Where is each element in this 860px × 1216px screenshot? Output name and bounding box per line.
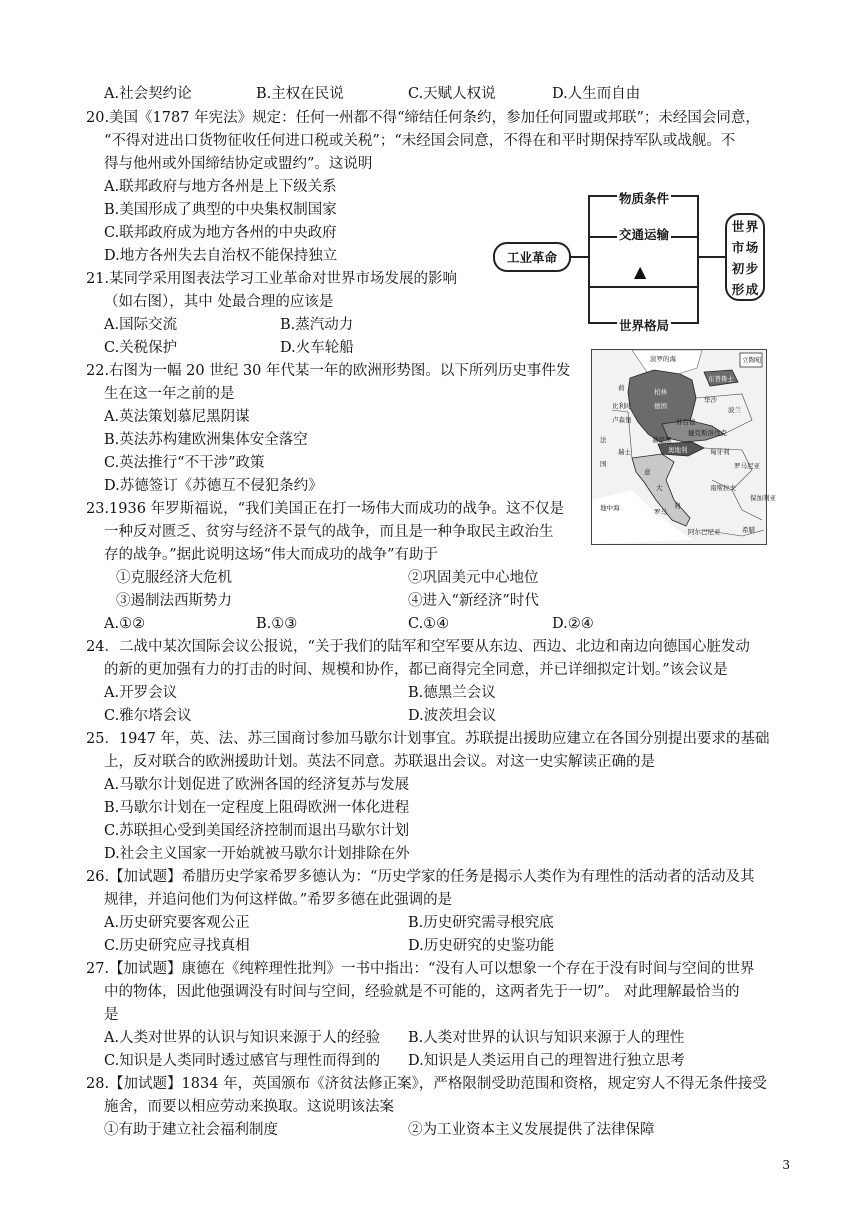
q20-stem-line-2: “不得对进出口货物征收任何进口税或关税”；“未经国会同意，不得在和平时期保持军队或战舰。不 [104,133,736,149]
q24-stem-line-2: 的新的更加强有力的打击的时间、规模和协作，都已商得完全同意，并已详细拟定计划。”该会议是 [104,662,728,678]
map-label-warsaw: 华沙 [704,396,717,404]
q20-stem-line-1: 20.美国《1787 年宪法》规定：任何一州都不得“缔结任何条约，参加任何同盟或邦联”；未经国会同意， [86,110,760,126]
diagram-blank-triangle: ▲ [634,262,647,281]
q28-stem-line-2: 施舍，而要以相应劳动来换取。这说明该法案 [104,1099,394,1115]
q19-option-c: C.天赋人权说 [408,86,496,102]
q27-stem-line-2: 中的物体，因此他强调没有时间与空间，经验就是不可能的，这两者先于一切”。 对此理解最恰当的 [104,984,740,1000]
q25-stem-line-1: 25．1947 年，英、法、苏三国商讨参加马歇尔计划事宜。苏联提出援助应建立在各国分别提出要求的基础 [86,731,770,747]
q25-option-d: D.社会主义国家一开始就被马歇尔计划排除在外 [104,846,410,862]
map-label-hungary: 匈牙利 [710,448,730,456]
diagram-left-bracket [588,195,590,323]
map-label-romania: 罗马尼亚 [734,462,760,470]
q23-option-c: C.①④ [408,616,450,632]
q24-stem-line-1: 24．二战中某次国际会议公报说，“关于我们的陆军和空军要从东边、西边、北边和南边向德国心脏发动 [86,639,750,655]
map-label-greece: 希腊 [742,526,755,534]
map-label-belgium: 比利时 [612,402,632,410]
map-label-rome: 罗马 [654,508,667,516]
diagram-result-box [725,213,765,301]
q20-option-c: C.联邦政府成为地方各州的中央政府 [104,225,337,241]
q21-option-d: D.火车轮船 [280,340,354,356]
q28-item-2: ②为工业资本主义发展提供了法律保障 [408,1122,655,1138]
q19-option-b: B.主权在民说 [256,86,344,102]
map-label-italy-b: 大 [656,484,663,492]
q19-option-a: A.社会契约论 [104,86,192,102]
diagram-branch-1: 物质条件 [619,191,670,206]
diagram-connector [571,256,589,258]
q20-stem-line-3: 得与他州或外国缔结协定或盟约”。这说明 [104,156,373,172]
map-label-france-b: 国 [600,460,607,468]
map-label-yugoslavia: 南斯拉夫 [710,484,736,492]
q20-option-a: A.联邦政府与地方各州是上下级关系 [104,179,337,195]
map-label-sudeten: 苏台德 [676,418,696,426]
q21-option-b: B.蒸汽动力 [280,317,354,333]
result-char: 步 [745,260,759,276]
result-char: 市 [731,239,745,255]
q23-stem-line-1: 23.1936 年罗斯福说，“我们美国正在打一场伟大而成功的战争。这不仅是 [86,501,564,517]
q27-option-d: D.知识是人类运用自己的理智进行独立思考 [408,1053,685,1069]
q22-stem-line-1: 22.右图为一幅 20 世纪 30 年代某一年的欧洲形势图。以下所列历史事件发 [86,363,571,379]
q27-option-b: B.人类对世界的认识与知识来源于人的理性 [408,1030,685,1046]
q28-item-1: ①有助于建立社会福利制度 [104,1122,278,1138]
map-label-germany: 德国 [654,402,667,410]
q27-option-c: C.知识是人类同时透过感官与理性而得到的 [104,1053,381,1069]
map-label-east-prussia: 东普鲁士 [708,375,734,383]
map-label-baltic: 波罗的海 [650,355,676,363]
q22-option-d: D.苏德签订《苏德互不侵犯条约》 [104,478,323,494]
q23-option-d: D.②④ [552,616,594,632]
q20-option-b: B.美国形成了典型的中央集权制国家 [104,202,337,218]
q20-option-d: D.地方各州失去自治权不能保持独立 [104,248,338,264]
q24-option-a: A.开罗会议 [104,685,178,701]
q22-stem-line-2: 生在这一年之前的是 [104,386,235,402]
europe-map-graphic [592,350,776,544]
q26-option-c: C.历史研究应寻找真相 [104,938,250,954]
q21-stem-line-2: （如右图），其中 处最合理的应该是 [104,294,334,310]
q26-option-d: D.历史研究的史鉴功能 [408,938,555,954]
q27-stem-line-1: 27.【加试题】康德在《纯粹理性批判》一书中指出：“没有人可以想象一个存在于没有时间与空间的世界 [86,961,755,977]
q26-stem-line-1: 26.【加试题】希腊历史学家希罗多德认为：“历史学家的任务是揭示人类作为有理性的活动者的活动及其 [86,869,755,885]
q23-item-3: ③遏制法西斯势力 [116,593,232,609]
q26-stem-line-2: 规律，并追问他们为何这样做。”希罗多德在此强调的是 [104,892,453,908]
q28-stem-line-1: 28.【加试题】1834 年，英国颁布《济贫法修正案》，严格限制受助范围和资格，规定穷人不得无条件接受 [86,1076,767,1092]
diagram-branch-2: 交通运输 [619,227,670,242]
q26-option-b: B.历史研究需寻根究底 [408,915,554,931]
map-label-italy-a: 意 [644,468,651,476]
q23-option-b: B.①③ [256,616,298,632]
q23-item-2: ②巩固美元中心地位 [408,570,539,586]
q25-stem-line-2: 上，反对联合的欧洲援助计划。英法不同意。苏联退出会议。对这一史实解读正确的是 [104,754,655,770]
map-label-munich: 慕尼黑 [652,436,672,444]
q27-stem-line-3: 是 [104,1007,119,1023]
map-label-mediterranean: 地中海 [600,504,620,512]
q21-stem-line-1: 21.某同学采用图表法学习工业革命对世界市场发展的影响 [86,271,458,287]
map-label-bulgaria: 保加利亚 [750,494,776,502]
diagram-center-box: 工业革命 [493,242,571,272]
map-label-netherlands: 荷 [618,384,625,392]
q25-option-a: A.马歇尔计划促进了欧洲各国的经济复苏与发展 [104,777,410,793]
map-label-berlin: 柏林 [654,388,667,396]
q22-option-c: C.英法推行“不干涉”政策 [104,455,265,471]
map-label-luxembourg: 卢森堡 [612,416,632,424]
q23-item-1: ①克服经济大危机 [116,570,232,586]
result-char: 初 [731,260,745,276]
q23-option-a: A.①② [104,616,146,632]
q23-stem-line-2: 一种反对匮乏、贫穷与经济不景气的战争，而且是一种争取民主政治生 [104,524,554,540]
diagram-right-bracket [697,195,699,324]
map-label-austria: 奥地利 [668,446,688,454]
q24-option-d: D.波茨坦会议 [408,708,497,724]
diagram-branch-4: 世界格局 [619,318,670,333]
q21-option-c: C.关税保护 [104,340,178,356]
map-label-italy-c: 利 [674,502,681,510]
map-label-lithuania: 立陶宛 [742,356,762,364]
q27-option-a: A.人类对世界的认识与知识来源于人的经验 [104,1030,381,1046]
result-char: 界 [745,218,759,234]
europe-situation-map [591,349,776,545]
q24-option-b: B.德黑兰会议 [408,685,496,701]
q22-option-b: B.英法苏构建欧洲集体安全落空 [104,432,308,448]
industrial-revolution-diagram [493,180,783,335]
map-label-poland: 波兰 [728,406,741,414]
q26-option-a: A.历史研究要客观公正 [104,915,250,931]
diagram-result-connector [699,256,725,258]
page-number: 3 [782,1158,790,1172]
q25-option-c: C.苏联担心受到美国经济控制而退出马歇尔计划 [104,823,410,839]
result-char: 形 [731,281,745,297]
result-char: 场 [745,239,759,255]
q23-item-4: ④进入“新经济”时代 [408,593,539,609]
map-label-czech: 捷克斯洛伐克 [688,429,727,437]
q19-option-d: D.人生而自由 [552,86,641,102]
map-label-swiss: 瑞士 [618,448,631,456]
q21-option-a: A.国际交流 [104,317,178,333]
result-char: 成 [745,281,759,297]
diagram-branch-line-3 [588,286,698,288]
map-label-albania: 阿尔巴尼亚 [688,528,721,536]
q25-option-b: B.马歇尔计划在一定程度上阻碍欧洲一体化进程 [104,800,410,816]
map-label-france-a: 法 [600,436,607,444]
q24-option-c: C.雅尔塔会议 [104,708,192,724]
result-char: 世 [731,218,745,234]
q23-stem-line-3: 存的战争。”据此说明这场“伟大而成功的战争”有助于 [104,547,438,563]
q22-option-a: A.英法策划慕尼黑阴谋 [104,409,250,425]
